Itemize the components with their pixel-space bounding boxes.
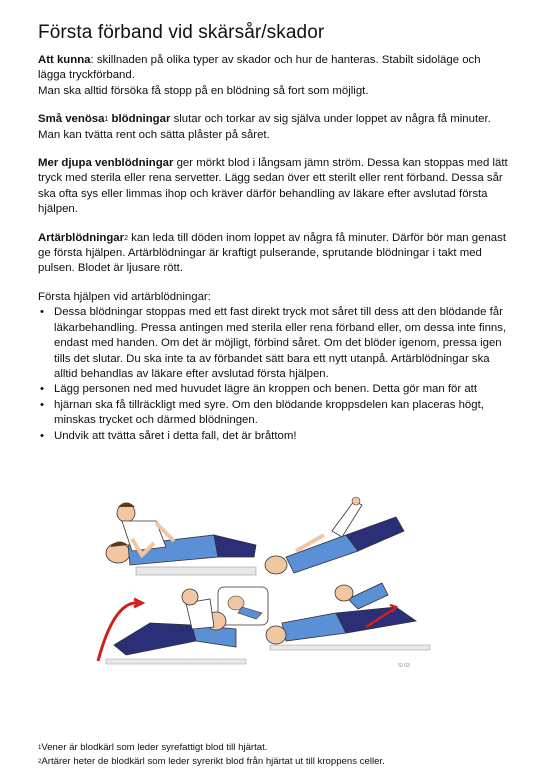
illustration-svg <box>96 495 440 675</box>
footnote-text-2: Artärer heter de blodkärl som leder syrerikt blod från hjärtat ut till kroppens celler. <box>41 756 385 767</box>
footnotes <box>38 741 508 769</box>
first-aid-heading: Första hjälpen vid artärblödningar: <box>38 290 211 303</box>
arterial-paragraph <box>38 231 508 277</box>
illustration-credit: SI 03 <box>398 663 410 669</box>
footnote-1 <box>38 741 508 755</box>
small-venous-label-2: blödningar <box>108 113 171 126</box>
footnote-number-1: 1 <box>38 745 42 751</box>
arterial-text: kan leda till döden inom loppet av några få minuter. Därför bör man genast ge första hjälpen. Artärblödningar är kraftigt pulserande, sprutande blödningar i takt med pulsen. Blodet är ljusare rött. <box>38 231 506 275</box>
footnote-ref-1: 1 <box>104 116 109 124</box>
list-item: • hjärnan ska få tillräckligt med syre. Om den blödande kroppsdelen kan placeras högt, minskas trycket och därmed blödningen. <box>38 398 508 429</box>
footnote-text-1: Vener är blodkärl som leder syrefattigt blod till hjärtat. <box>41 742 268 753</box>
small-venous-section <box>38 112 508 143</box>
first-aid-illustration <box>96 495 440 675</box>
intro-text: : skillnaden på olika typer av skador och hur de hanteras. Stabilt sidoläge och lägga tryckförband. <box>38 54 481 82</box>
footnote-ref-2: 2 <box>124 234 128 242</box>
first-aid-section <box>38 290 508 444</box>
small-venous-label: Små venösa <box>38 113 105 126</box>
scene-raised-limb <box>265 497 404 574</box>
scene-recovery-position <box>266 583 430 650</box>
deep-venous-section <box>38 156 508 218</box>
intro-label: Att kunna <box>38 54 91 66</box>
arterial-section <box>38 231 508 277</box>
small-venous-text: slutar och torkar av sig själva under loppet av några få minuter. Man kan tvätta rent och sätta plåster på såret. <box>38 113 491 141</box>
small-venous-paragraph <box>38 112 508 143</box>
list-item: • Undvik att tvätta såret i detta fall, det är bråttom! <box>38 429 508 444</box>
document-page <box>38 22 508 444</box>
intro-paragraph <box>38 53 508 84</box>
footnote-2 <box>38 755 508 769</box>
scene-pressure-wound <box>106 503 256 576</box>
arterial-label: Artärblödningar <box>38 231 125 244</box>
list-item: • Dessa blödningar stoppas med ett fast direkt tryck mot såret till dess att den blödande får läkarbehandling. Pressa antingen med sterila eller rena förband eller, om dessa inte finns, endast med handen. Om det är möjligt, förbind såret. Om det blöder igenom, pressa igen tills det slutar. Du ska inte ta av förbandet sätt bara ett nytt utanpå. Artärblödningar ska alltid behandlas av läkare efter avslutad första hjälpen. <box>38 305 508 382</box>
first-aid-list <box>38 305 508 444</box>
deep-venous-text: ger mörkt blod i långsam jämn ström. Dessa kan stoppas med lätt tryck med sterila eller rena servetter. Lägg sedan över ett sterilt eller rent förband. Dessa sår ska ofta sys eller limmas ihop och kräver därför behandling av läkare efter avslutad första hjälpen. <box>38 157 508 216</box>
list-item: • Lägg personen ned med huvudet lägre än kroppen och benen. Detta gör man för att <box>38 382 508 397</box>
intro-section <box>38 53 508 99</box>
intro-paragraph-2: Man ska alltid försöka få stopp på en blödning så fort som möjligt. <box>38 84 369 97</box>
deep-venous-label: Mer djupa venblödningar <box>38 157 174 170</box>
footnote-number-2: 2 <box>38 759 42 765</box>
page-title: Första förband vid skärsår/skador <box>38 22 325 43</box>
deep-venous-paragraph <box>38 156 508 218</box>
